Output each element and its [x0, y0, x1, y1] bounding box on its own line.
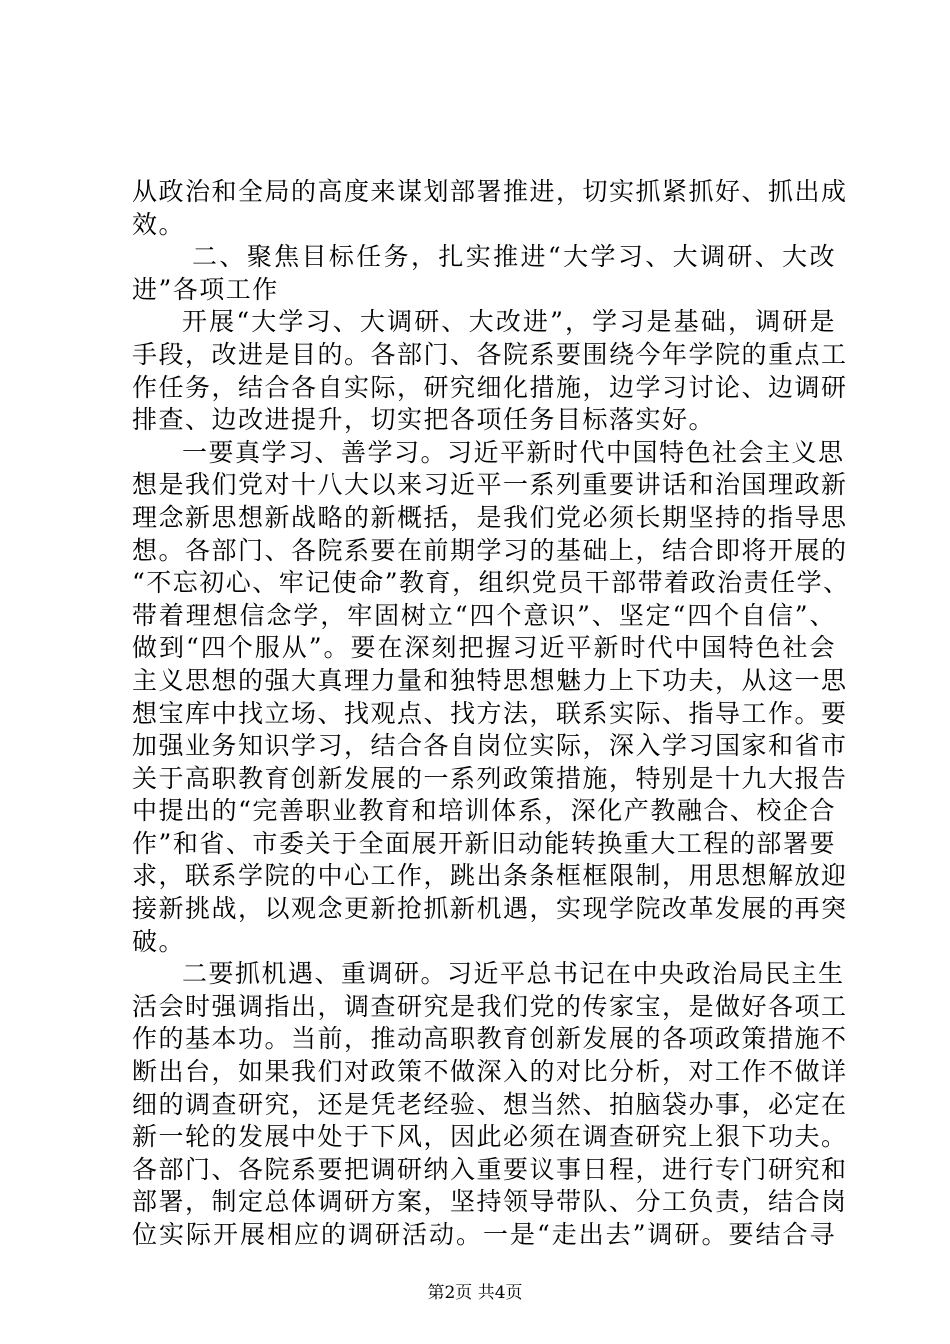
text-line: 求，联系学院的中心工作，跳出条条框框限制，用思想解放迎	[132, 861, 848, 891]
text-line: 破。	[132, 926, 186, 956]
text-line: 作”和省、市委关于全面展开新旧动能转换重大工程的部署要	[132, 828, 836, 858]
text-line: 位实际开展相应的调研活动。一是“走出去”调研。要结合寻	[132, 1220, 836, 1249]
text-line: 细的调查研究，还是凭老经验、想当然、拍脑袋办事，必定在	[132, 1089, 848, 1119]
text-line: 作的基本功。当前，推动高职教育创新发展的各项政策措施不	[132, 1024, 848, 1054]
text-line: 开展“大学习、大调研、大改进”，学习是基础，调研是	[182, 307, 836, 337]
text-line: 想。各部门、各院系要在前期学习的基础上，结合即将开展的	[132, 535, 848, 565]
text-line: 理念新思想新战略的新概括，是我们党必须长期坚持的指导思	[132, 502, 848, 532]
text-line: 手段，改进是目的。各部门、各院系要围绕今年学院的重点工	[132, 339, 848, 369]
text-line: 加强业务知识学习，结合各自岗位实际，深入学习国家和省市	[132, 731, 848, 761]
page-number-footer: 第2页 共4页	[427, 1283, 523, 1303]
text-line: 接新挑战，以观念更新抢抓新机遇，实现学院改革发展的再突	[132, 894, 848, 924]
text-line: 想宝库中找立场、找观点、找方法，联系实际、指导工作。要	[132, 698, 848, 728]
text-line: 二要抓机遇、重调研。习近平总书记在中央政治局民主生	[182, 959, 845, 989]
text-line: 带着理想信念学，牢固树立“四个意识”、坚定“四个自信”、	[132, 600, 836, 630]
text-line: 部署，制定总体调研方案，坚持领导带队、分工负责，结合岗	[132, 1187, 848, 1217]
section-heading-line: 二、聚焦目标任务，扎实推进“大学习、大调研、大改	[192, 242, 836, 272]
text-line: 新一轮的发展中处于下风，因此必须在调查研究上狠下功夫。	[132, 1122, 848, 1152]
text-line: 做到“四个服从”。要在深刻把握习近平新时代中国特色社会	[132, 633, 836, 663]
text-line: 一要真学习、善学习。习近平新时代中国特色社会主义思	[182, 437, 845, 467]
text-line: 断出台，如果我们对政策不做深入的对比分析，对工作不做详	[132, 1057, 848, 1087]
text-line: 想是我们党对十八大以来习近平一系列重要讲话和治国理政新	[132, 470, 848, 500]
text-line: 关于高职教育创新发展的一系列政策措施，特别是十九大报告	[132, 763, 848, 793]
text-line: 主义思想的强大真理力量和独特思想魅力上下功夫，从这一思	[132, 665, 848, 695]
text-line: 活会时强调指出，调查研究是我们党的传家宝，是做好各项工	[132, 991, 848, 1021]
text-line: 效。	[132, 209, 186, 239]
text-line: 从政治和全局的高度来谋划部署推进，切实抓紧抓好、抓出成	[132, 177, 848, 206]
text-line: 作任务，结合各自实际，研究细化措施，边学习讨论、边调研	[132, 372, 848, 402]
text-line: 排查、边改进提升，切实把各项任务目标落实好。	[132, 405, 716, 435]
section-heading-line: 进”各项工作	[132, 274, 279, 304]
text-line: 中提出的“完善职业教育和培训体系，深化产教融合、校企合	[132, 796, 836, 826]
text-line: “不忘初心、牢记使命”教育，组织党员干部带着政治责任学、	[132, 568, 850, 598]
document-body	[132, 176, 850, 1252]
text-line: 各部门、各院系要把调研纳入重要议事日程，进行专门研究和	[132, 1154, 848, 1184]
